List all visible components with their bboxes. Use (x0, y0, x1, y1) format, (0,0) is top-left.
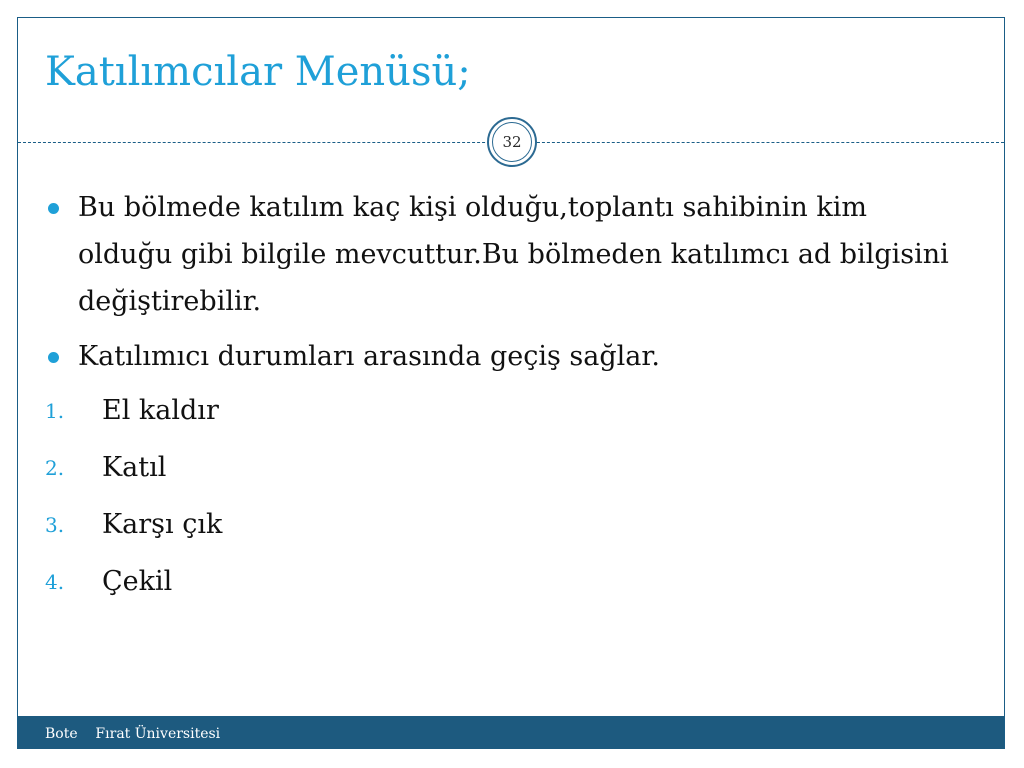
footer-text: Bote Fırat Üniversitesi (45, 726, 221, 742)
bullet-dot-icon (48, 352, 59, 363)
numbered-item-number: 1. (45, 399, 65, 423)
numbered-item-text: Çekil (102, 566, 173, 597)
bullet-text: Katılımıcı durumları arasında geçiş sağlar. (78, 341, 660, 372)
slide-title: Katılımcılar Menüsü; (45, 49, 471, 95)
bullet-item (45, 333, 965, 380)
numbered-item-text: Karşı çık (102, 509, 223, 540)
numbered-item-number: 4. (45, 570, 65, 594)
numbered-item-text: El kaldır (102, 395, 219, 426)
numbered-item-number: 2. (45, 456, 65, 480)
numbered-item (45, 559, 965, 616)
bullet-item (45, 184, 965, 325)
bullet-dot-icon (48, 203, 59, 214)
numbered-item-number: 3. (45, 513, 65, 537)
page-number: 32 (502, 133, 522, 151)
numbered-item (45, 445, 965, 502)
bullet-text: Bu bölmede katılım kaç kişi olduğu,toplantı sahibinin kim olduğu gibi bilgile mevcuttur.Bu bölmeden katılımcı ad bilgisini değiştirebilir. (78, 192, 949, 317)
footer-bar (18, 716, 1004, 749)
numbered-item (45, 388, 965, 445)
numbered-item (45, 502, 965, 559)
page-number-badge (487, 117, 537, 167)
numbered-item-text: Katıl (102, 452, 167, 483)
slide-content (45, 184, 965, 616)
